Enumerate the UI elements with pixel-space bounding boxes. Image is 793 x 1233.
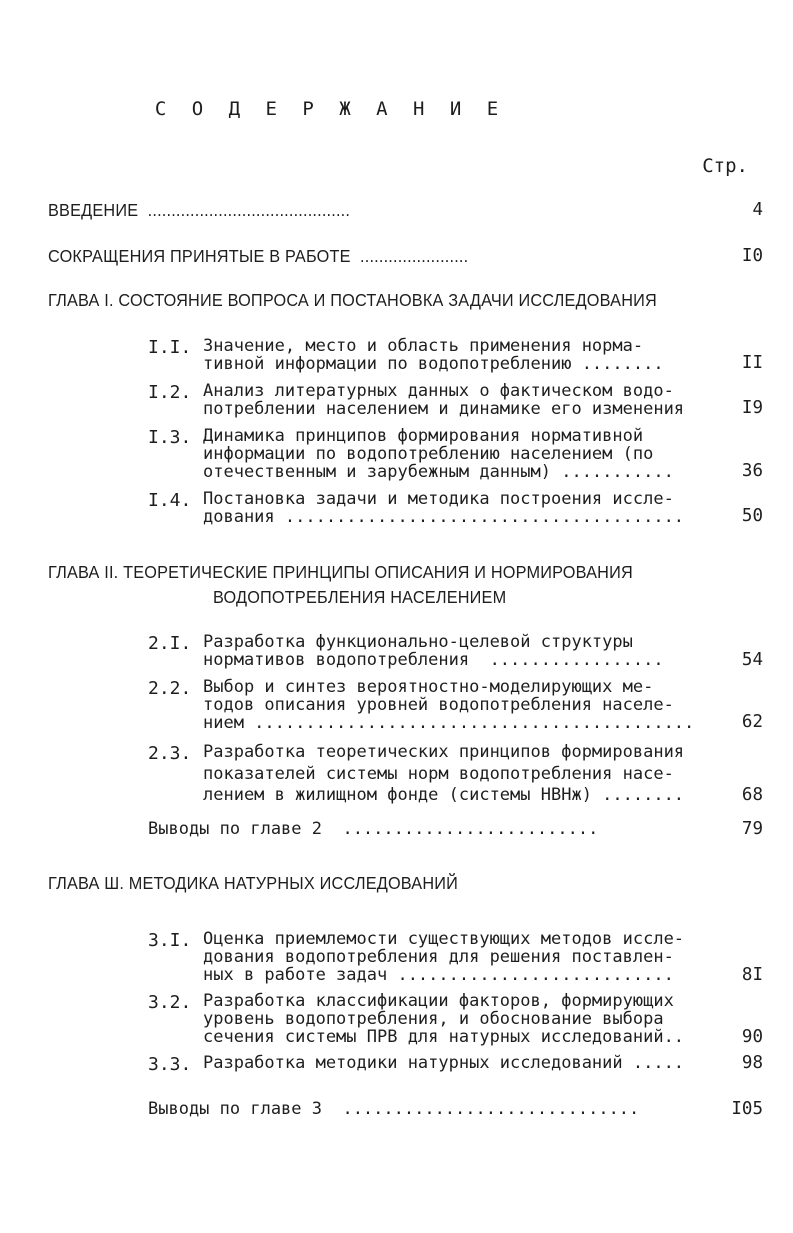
chapter2-item1-page: 54 bbox=[741, 650, 763, 670]
chapter1-item3-page: 36 bbox=[741, 461, 763, 481]
chapter1-item3-line2: информации по водопотреблению населением (по bbox=[203, 444, 654, 464]
chapter1-item1-page: II bbox=[741, 353, 763, 373]
chapter3-item3-line1: Разработка методики натурных исследований ..... bbox=[203, 1053, 685, 1073]
chapter3-item2-line2: уровень водопотребления, и обоснование выбора bbox=[203, 1009, 664, 1029]
chapter2-summary-label: Выводы по главе 2 ......................... bbox=[148, 819, 599, 839]
chapter2-item2-number: 2.2. bbox=[148, 678, 192, 699]
chapter3-heading: ГЛАВА Ш. МЕТОДИКА НАТУРНЫХ ИССЛЕДОВАНИЙ bbox=[48, 873, 459, 893]
chapter1-item1-line1: Значение, место и область применения норма- bbox=[203, 336, 644, 356]
chapter3-item1-line3: ных в работе задач ........................... bbox=[203, 965, 674, 985]
chapter2-item3-line2: показателей системы норм водопотребления насе- bbox=[203, 764, 674, 784]
chapter2-item3-page: 68 bbox=[741, 785, 763, 805]
chapter1-heading: ГЛАВА I. СОСТОЯНИЕ ВОПРОСА И ПОСТАНОВКА ЗАДАЧИ ИССЛЕДОВАНИЯ bbox=[48, 290, 657, 310]
chapter2-item3-line3: лением в жилищном фонде (системы НВНж) ........ bbox=[203, 785, 685, 805]
chapter1-item1-number: I.I. bbox=[148, 337, 192, 358]
chapter3-item1-number: 3.I. bbox=[148, 930, 192, 951]
chapter2-item2-line2: тодов описания уровней водопотребления населе- bbox=[203, 695, 674, 715]
chapter1-item4-page: 50 bbox=[741, 506, 763, 526]
chapter3-item2-line3: сечения системы ПРВ для натурных исследований.. bbox=[203, 1027, 685, 1047]
chapter2-item2-line3: нием ........................................... bbox=[203, 713, 695, 733]
chapter3-item2-page: 90 bbox=[741, 1027, 763, 1047]
chapter3-item1-line1: Оценка приемлемости существующих методов иссле- bbox=[203, 929, 685, 949]
chapter2-item2-page: 62 bbox=[741, 712, 763, 732]
chapter2-item3-number: 2.3. bbox=[148, 743, 192, 764]
chapter3-item3-number: 3.3. bbox=[148, 1054, 192, 1075]
chapter3-item2-number: 3.2. bbox=[148, 992, 192, 1013]
chapter1-item2-line1: Анализ литературных данных о фактическом водо- bbox=[203, 381, 674, 401]
chapter1-item2-page: I9 bbox=[741, 398, 763, 418]
chapter1-item2-line2: потреблении населением и динамике его изменения bbox=[203, 399, 685, 419]
chapter2-item1-line1: Разработка функционально-целевой структуры bbox=[203, 632, 633, 652]
toc-intro-page: 4 bbox=[752, 200, 763, 220]
chapter1-item3-line3: отечественным и зарубежным данным) ........... bbox=[203, 462, 674, 482]
chapter2-item1-line2: нормативов водопотребления ................. bbox=[203, 650, 664, 670]
page-column-label: Стр. bbox=[702, 155, 748, 177]
chapter2-item3-line1: Разработка теоретических принципов формирования bbox=[203, 742, 685, 762]
chapter1-item1-line2: тивной информации по водопотреблению ........ bbox=[203, 354, 664, 374]
chapter1-item3-line1: Динамика принципов формирования нормативной bbox=[203, 426, 644, 446]
chapter3-summary-label: Выводы по главе 3 ............................. bbox=[148, 1099, 640, 1119]
chapter2-item2-line1: Выбор и синтез вероятностно-моделирующих ме- bbox=[203, 677, 654, 697]
chapter1-item2-number: I.2. bbox=[148, 382, 192, 403]
toc-title: С О Д Е Р Ж А Н И Е bbox=[154, 98, 506, 120]
chapter3-item1-page: 8I bbox=[741, 965, 763, 985]
chapter2-heading-line2: ВОДОПОТРЕБЛЕНИЯ НАСЕЛЕНИЕМ bbox=[213, 587, 507, 607]
chapter3-item1-line2: дования водопотребления для решения поставлен- bbox=[203, 947, 674, 967]
chapter3-item2-line1: Разработка классификации факторов, формирующих bbox=[203, 991, 674, 1011]
toc-abbrev-page: I0 bbox=[741, 246, 763, 266]
toc-intro-label: ВВЕДЕНИЕ ........................................... bbox=[48, 200, 351, 220]
chapter3-item3-page: 98 bbox=[741, 1053, 763, 1073]
chapter1-item4-line2: дования ....................................... bbox=[203, 507, 685, 527]
chapter2-heading-line1: ГЛАВА II. ТЕОРЕТИЧЕСКИЕ ПРИНЦИПЫ ОПИСАНИЯ И НОРМИРОВАНИЯ bbox=[48, 562, 633, 582]
chapter2-summary-page: 79 bbox=[741, 819, 763, 839]
chapter2-item1-number: 2.I. bbox=[148, 633, 192, 654]
chapter3-summary-page: I05 bbox=[731, 1099, 763, 1119]
chapter1-item4-number: I.4. bbox=[148, 490, 192, 511]
toc-abbrev-label: СОКРАЩЕНИЯ ПРИНЯТЫЕ В РАБОТЕ ....................... bbox=[48, 246, 469, 266]
chapter1-item4-line1: Постановка задачи и методика построения иссле- bbox=[203, 489, 674, 509]
chapter1-item3-number: I.3. bbox=[148, 427, 192, 448]
